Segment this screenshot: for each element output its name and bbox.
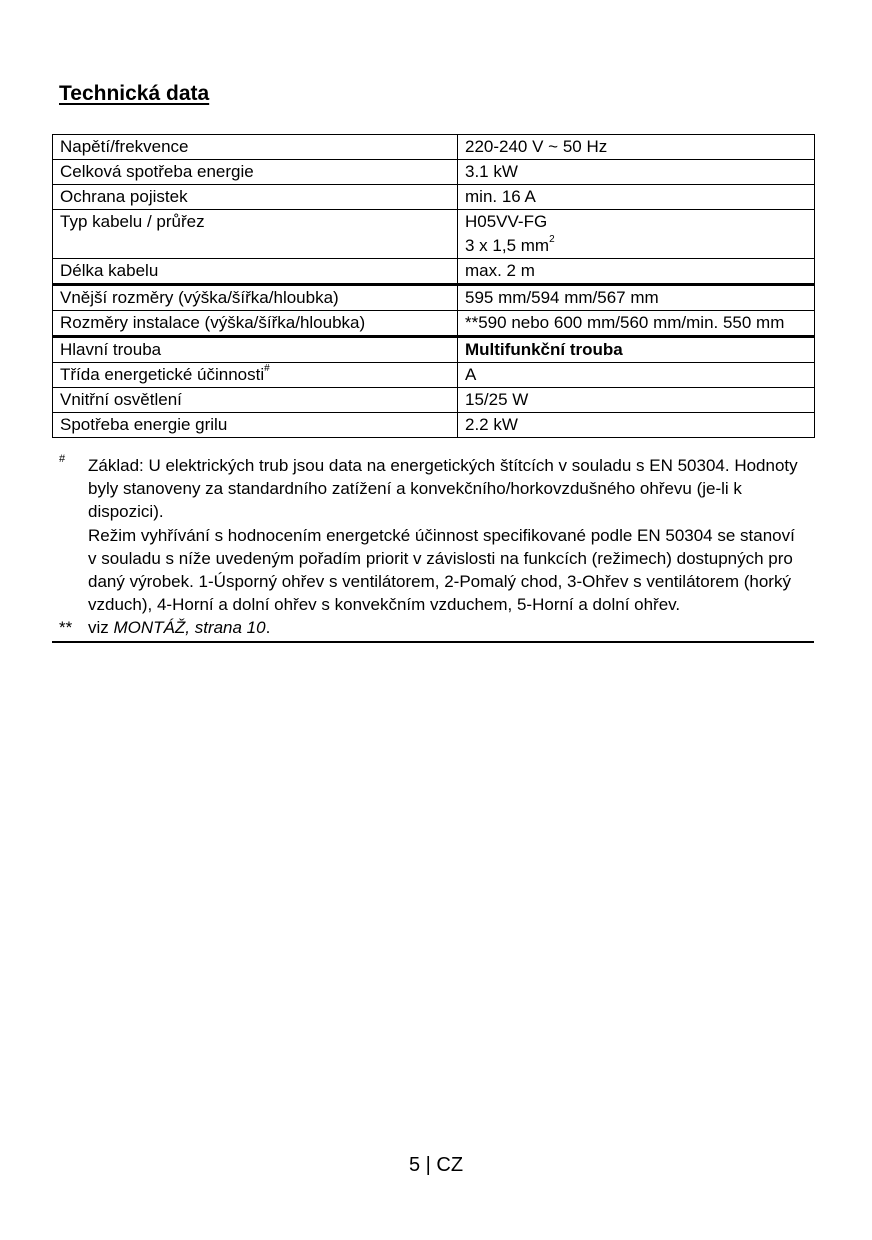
footnote-marker: ** — [59, 618, 73, 638]
footnote-marker: # — [59, 453, 66, 465]
spec-label: Celková spotřeba energie — [53, 160, 458, 185]
superscript: 2 — [549, 234, 555, 245]
spec-table — [52, 134, 815, 438]
spec-value — [458, 210, 815, 259]
table-row — [53, 160, 815, 185]
spec-value-line1: H05VV-FG — [465, 212, 548, 231]
spec-value: **590 nebo 600 mm/560 mm/min. 550 mm — [458, 311, 815, 337]
footnote-text: viz — [88, 618, 114, 638]
spec-value: min. 16 A — [458, 185, 815, 210]
table-row — [53, 413, 815, 438]
spec-label: Spotřeba energie grilu — [53, 413, 458, 438]
spec-label: Vnitřní osvětlení — [53, 388, 458, 413]
table-row — [53, 285, 815, 311]
spec-label: Typ kabelu / průřez — [53, 210, 458, 259]
spec-label: Vnější rozměry (výška/šířka/hloubka) — [53, 285, 458, 311]
page-number: 5 | CZ — [408, 1154, 464, 1176]
spec-label: Hlavní trouba — [53, 337, 458, 363]
table-row — [53, 311, 815, 337]
cross-reference: MONTÁŽ, strana 10 — [113, 618, 266, 638]
spec-value-line2 — [465, 234, 808, 258]
spec-value: 15/25 W — [458, 388, 815, 413]
spec-label: Rozměry instalace (výška/šířka/hloubka) — [53, 311, 458, 337]
spec-value: 220-240 V ~ 50 Hz — [458, 135, 815, 160]
table-row — [53, 210, 815, 259]
footnote-text: . — [265, 618, 271, 638]
table-row — [53, 185, 815, 210]
footnote-double-star — [52, 616, 814, 639]
footnote-hash — [52, 454, 814, 616]
spec-label-text: Třída energetické účinnosti — [60, 365, 265, 384]
table-row — [53, 337, 815, 363]
table-row — [53, 259, 815, 285]
spec-value: 3.1 kW — [458, 160, 815, 185]
superscript: # — [264, 363, 270, 374]
page-title: Technická data — [59, 82, 210, 105]
footnote-paragraph: Režim vyhřívání s hodnocením energetcké účinnost specifikované podle EN 50304 se stanoví v souladu s níže uvedeným pořadím priorit v závislosti na funkcích (režimech) dostupných pro daný výrobek. 1-Úsporný ohřev s ventilátorem, 2-Pomalý chod, 3-Ohřev s ventilátorem (horký vzduch), 4-Horní a dolní ohřev s konvekčním vzduchem, 5-Horní a dolní ohřev. — [88, 525, 795, 615]
spec-value: Multifunkční trouba — [458, 337, 815, 363]
spec-value-text: 3 x 1,5 mm — [465, 236, 550, 255]
table-row — [53, 363, 815, 388]
footnotes — [52, 454, 814, 643]
spec-label: Napětí/frekvence — [53, 135, 458, 160]
footnote-paragraph — [88, 616, 808, 639]
footnote-paragraph: Základ: U elektrických trub jsou data na energetických štítcích v souladu s EN 50304. Hodnoty byly stanoveny za standardního zatížení a konvekčního/horkovzdušného ohřevu (je-li k dispozici). — [88, 456, 798, 522]
spec-label: Ochrana pojistek — [53, 185, 458, 210]
table-row — [53, 388, 815, 413]
spec-value: 2.2 kW — [458, 413, 815, 438]
spec-value: 595 mm/594 mm/567 mm — [458, 285, 815, 311]
spec-label — [53, 363, 458, 388]
spec-value: max. 2 m — [458, 259, 815, 285]
spec-label: Délka kabelu — [53, 259, 458, 285]
spec-value: A — [458, 363, 815, 388]
table-row — [53, 135, 815, 160]
